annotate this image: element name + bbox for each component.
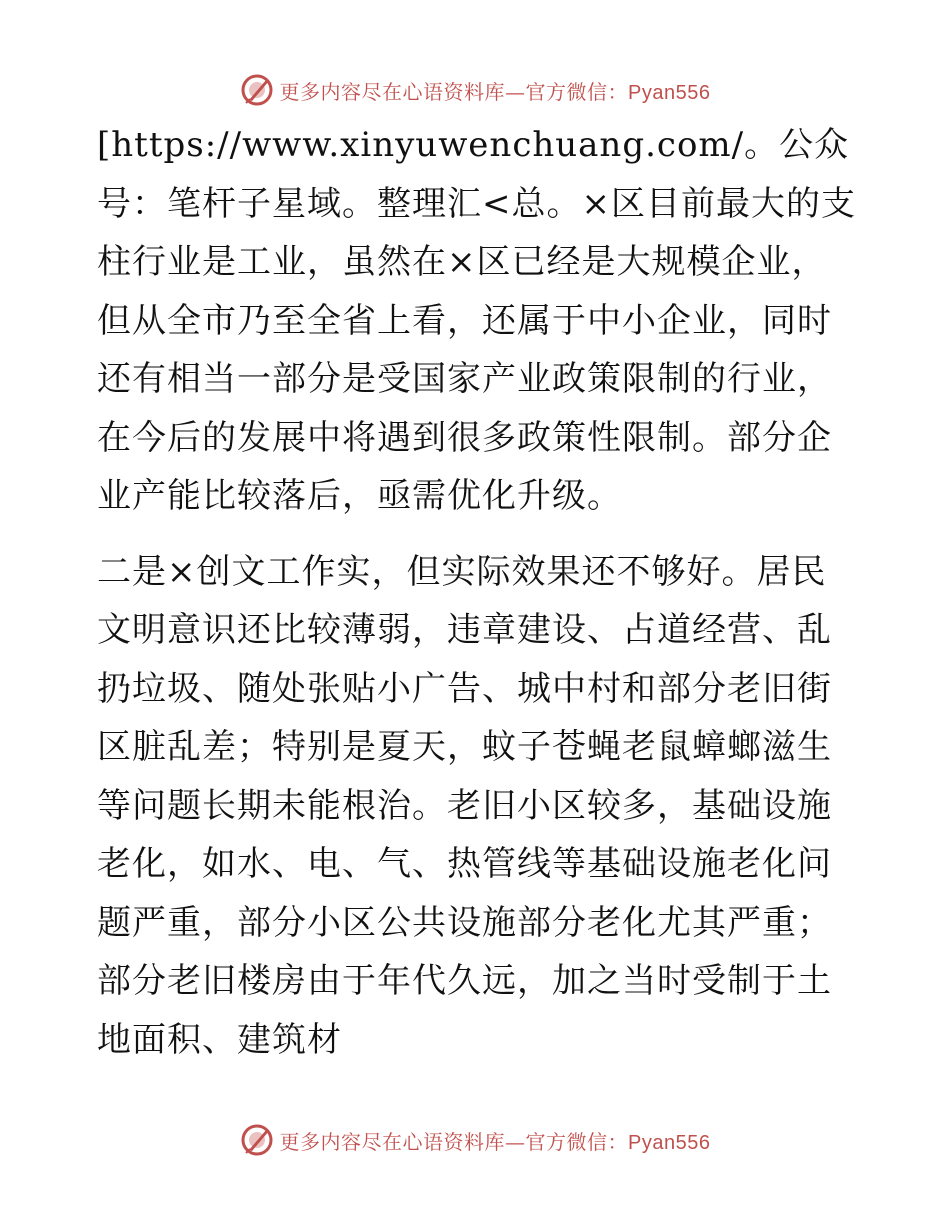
quill-pen-logo-icon [240, 73, 274, 107]
footer-banner-text [280, 1126, 711, 1155]
header-banner [0, 70, 950, 110]
footer-banner [0, 1120, 950, 1160]
footer-wechat-id: Pyan556 [628, 1131, 711, 1154]
body-paragraph-2: 二是×创文工作实，但实际效果还不够好。居民文明意识还比较薄弱，违章建设、占道经营、乱扔垃圾、随处张贴小广告、城中村和部分老旧街区脏乱差；特别是夏天，蚊子苍蝇老鼠蟑螂滋生等问题长期未能根治。老旧小区较多，基础设施老化，如水、电、气、热管线等基础设施老化问题严重，部分小区公共设施部分老化尤其严重；部分老旧楼房由于年代久远，加之当时受制于土地面积、建筑材 [97, 551, 832, 1060]
header-wechat-id: Pyan556 [628, 81, 711, 104]
header-banner-text [280, 76, 711, 105]
footer-banner-label: 更多内容尽在心语资料库—官方微信： [279, 1129, 629, 1154]
header-banner-label: 更多内容尽在心语资料库—官方微信： [279, 79, 629, 104]
document-body [97, 116, 857, 1069]
quill-pen-logo-icon [240, 1123, 274, 1157]
body-paragraph-1: [https://www.xinyuwenchuang.com/。公众号：笔杆子星域。整理汇<总。×区目前最大的支柱行业是工业，虽然在×区已经是大规模企业，但从全市乃至全省上看，还属于中小企业，同时还有相当一部分是受国家产业政策限制的行业，在今后的发展中将遇到很多政策性限制。部分企业产能比较落后，亟需优化升级。 [97, 125, 856, 516]
